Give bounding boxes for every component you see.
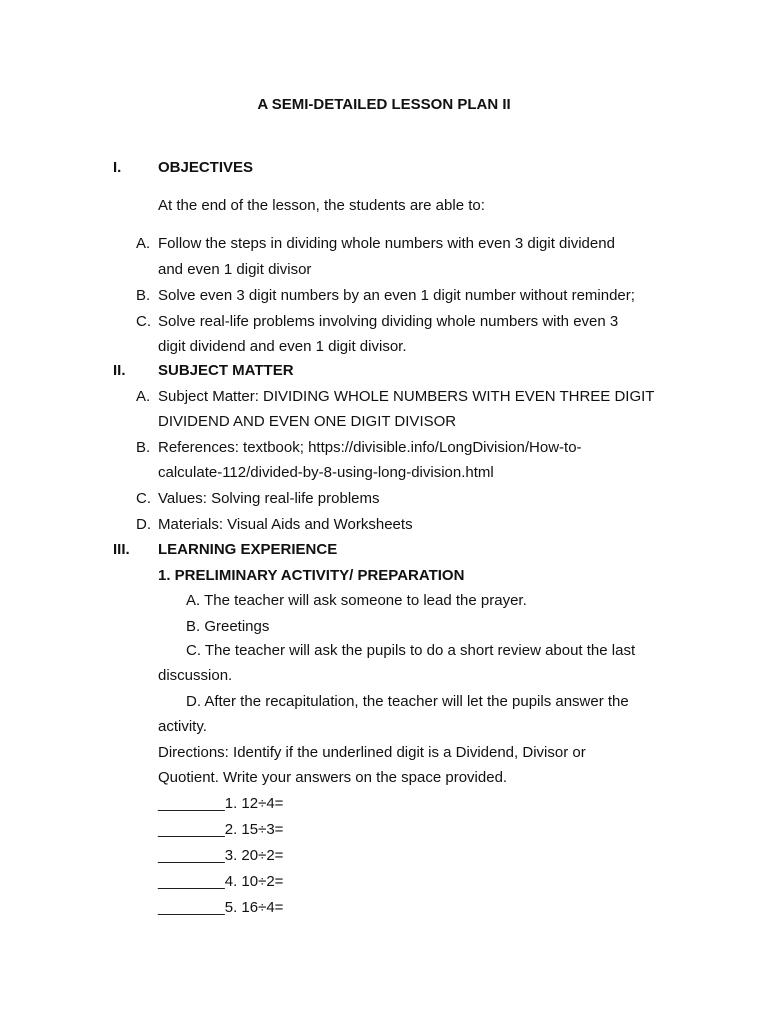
objective-a-letter: A. (136, 235, 151, 252)
subject-a-letter: A. (136, 388, 151, 405)
section1-numeral: I. (113, 159, 122, 176)
step-b: B. Greetings (186, 618, 270, 635)
objective-b-letter: B. (136, 287, 151, 304)
objective-c-letter: C. (136, 313, 151, 330)
exercise-2: ________2. 15÷3= (158, 821, 284, 838)
exercise-1: ________1. 12÷4= (158, 795, 284, 812)
subject-c-letter: C. (136, 490, 151, 507)
section3-numeral: III. (113, 541, 130, 558)
section3-heading: LEARNING EXPERIENCE (158, 541, 338, 558)
section2-heading: SUBJECT MATTER (158, 362, 294, 379)
exercise-4: ________4. 10÷2= (158, 873, 284, 890)
step-d-line1: D. After the recapitulation, the teacher will let the pupils answer the (186, 693, 629, 710)
subject-a-line2: DIVIDEND AND EVEN ONE DIGIT DIVISOR (158, 413, 457, 430)
directions-line2: Quotient. Write your answers on the space provided. (158, 769, 508, 786)
exercise-3: ________3. 20÷2= (158, 847, 284, 864)
subject-a-line1: Subject Matter: DIVIDING WHOLE NUMBERS WITH EVEN THREE DIGIT (158, 388, 655, 405)
objective-a-line1: Follow the steps in dividing whole numbers with even 3 digit dividend (158, 235, 615, 252)
subject-b-letter: B. (136, 439, 151, 456)
document-title: A SEMI-DETAILED LESSON PLAN II (257, 96, 511, 113)
subject-c-line1: Values: Solving real-life problems (158, 490, 380, 507)
section2-numeral: II. (113, 362, 126, 379)
objectives-intro: At the end of the lesson, the students are able to: (158, 197, 485, 214)
subject-d-letter: D. (136, 516, 151, 533)
objective-a-line2: and even 1 digit divisor (158, 261, 312, 278)
section1-heading: OBJECTIVES (158, 159, 254, 176)
objective-b-line1: Solve even 3 digit numbers by an even 1 digit number without reminder; (158, 287, 635, 304)
subject-b-line2: calculate-112/divided-by-8-using-long-division.html (158, 464, 494, 481)
exercise-5: ________5. 16÷4= (158, 899, 284, 916)
step-c-line1: C. The teacher will ask the pupils to do a short review about the last (186, 642, 636, 659)
subject-b-line1: References: textbook; https://divisible.info/LongDivision/How-to- (158, 439, 582, 456)
objective-c-line2: digit dividend and even 1 digit divisor. (158, 338, 407, 355)
step-c-line2: discussion. (158, 667, 233, 684)
subject-d-line1: Materials: Visual Aids and Worksheets (158, 516, 413, 533)
step-d-line2: activity. (158, 718, 207, 735)
objective-c-line1: Solve real-life problems involving dividing whole numbers with even 3 (158, 313, 619, 330)
directions-line1: Directions: Identify if the underlined digit is a Dividend, Divisor or (158, 744, 586, 761)
preliminary-activity-heading: 1. PRELIMINARY ACTIVITY/ PREPARATION (158, 567, 465, 584)
step-a: A. The teacher will ask someone to lead the prayer. (186, 592, 527, 609)
